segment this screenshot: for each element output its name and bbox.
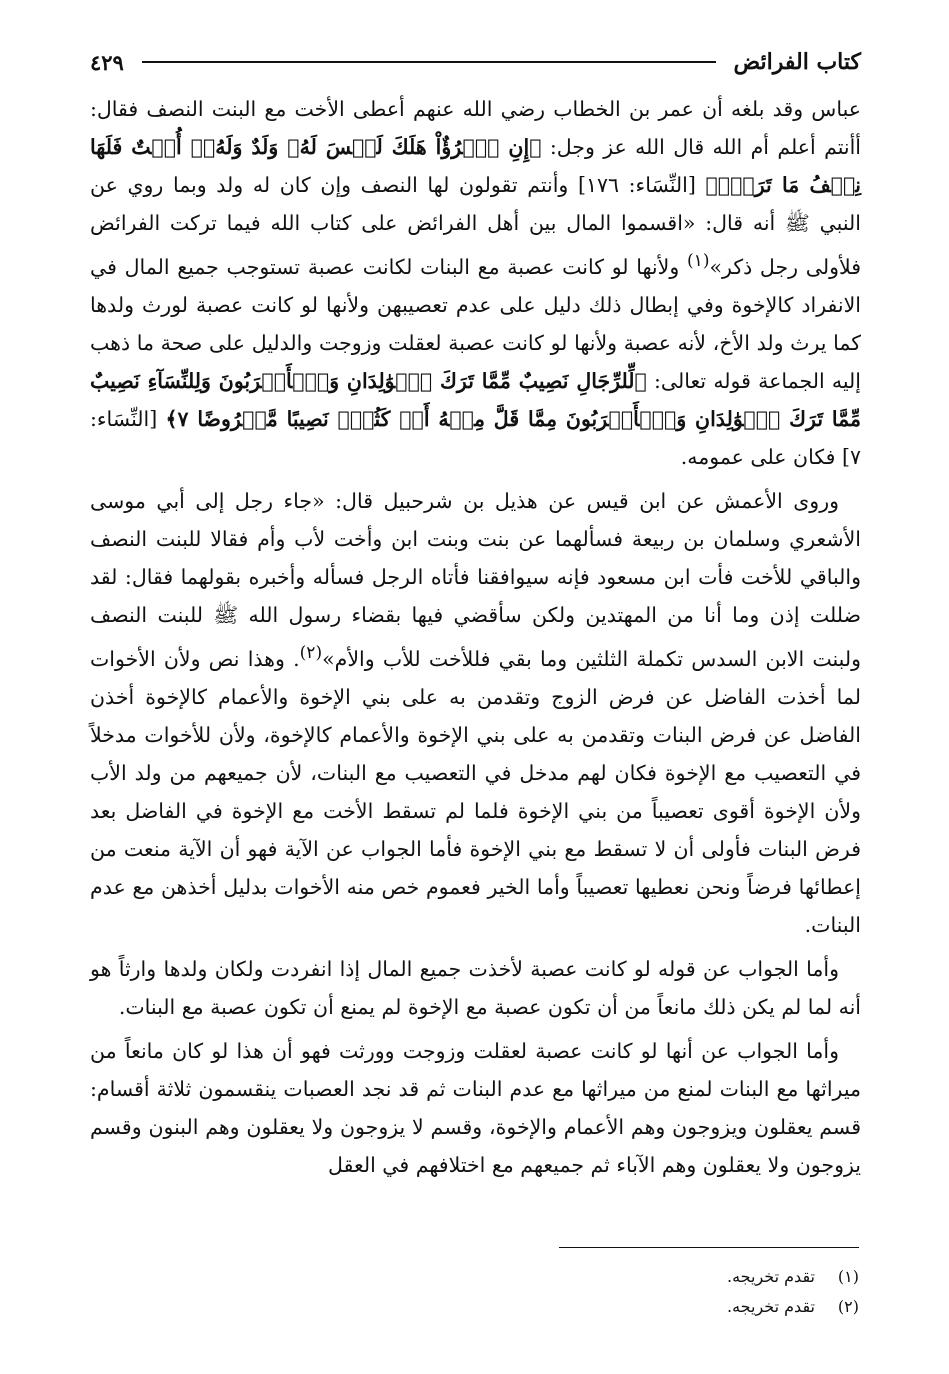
paragraph [90,950,861,1026]
text-segment: عباس وقد بلغه أن عمر بن الخطاب رضي الله عنهم أعطى الأخت مع البنت النصف فقال: أأنتم أعلم أم الله قال الله عز وجل: [90,97,862,159]
footnote-text: تقدم تخريجه. [727,1297,815,1316]
footnote-reference: (١) [686,251,710,271]
quran-verse: ﴿لِّلرِّجَالِ نَصِيبٌ مِّمَّا تَرَكَ ٱلۡوَٰلِدَانِ وَٱلۡأَقۡرَبُونَ وَلِلنِّسَآءِ نَصِيبٌ مِّمَّا تَرَكَ ٱلۡوَٰلِدَانِ وَٱلۡأَقۡرَبُونَ مِمَّا قَلَّ مِنۡهُ أَوۡ كَثُرَۚ نَصِيبًا مَّفۡرُوضًا ٧﴾ [90,368,861,431]
footnotes [459,1262,859,1322]
running-header [90,40,861,84]
footnote-reference: (٢) [299,642,323,663]
body-text [90,90,861,1184]
text-segment: . وهذا نص ولأن الأخوات لما أخذت الفاضل عن فرض الزوج وتقدمن به على بني الإخوة والأعمام كالإخوة أخذن الفاضل عن فرض البنات وتقدمن به على بني الإخوة والأعمام كالإخوة، ولأن للأخوات مدخلاً في التعصيب مع الإخوة فكان لهم مدخل في التعصيب مع البنات، لأن جميعهم من ولد الأب ولأن الإخوة أقوى تعصيباً من بني الإخوة فلما لم تسقط الأخت مع الإخوة في الفاضل بعد فرض البنات فأولى أن لا تسقط مع بني الإخوة فأما الجواب عن الآية فهو أن الآية منعت من إعطائها فرضاً ونحن نعطيها تعصيباً وأما الخير فعموم خص منه الأخوات بدليل أخذهن مع عدم البنات. [90,646,861,937]
footnote-separator [559,1247,859,1248]
footnote-text: تقدم تخريجه. [727,1267,815,1286]
text-segment: وروى الأعمش عن ابن قيس عن هذيل بن شرحبيل قال: «جاء رجل إلى أبي موسى الأشعري وسلمان بن ربيعة فسألهما عن بنت وبنت ابن وأخت لأب وأم فقالا للبنت النصف والباقي للأخت فأت ابن مسعود فإنه سيوافقنا فأتاه الرجل فسأله وأخبره بقولهما فقال: لقد ضللت إذن وما أنا من المهتدين ولكن سأقضي فيها بقضاء رسول الله ﷺ للبنت النصف ولبنت الابن السدس تكملة الثلثين وما بقي فللأخت للأب والأم» [90,488,862,671]
text-segment: ولأنها لو كانت عصبة مع البنات لكانت عصبة تستوجب جميع المال في الانفراد كالإخوة وفي إبطال ذلك دليل على عدم تعصيبهن ولأنها لو كانت عصبة لورث ولدها كما يرث ولد الأخ، لأنه عصبة ولأنها لو كانت عصبة لعقلت وزوجت والدليل على صحة ما ذهب إليه الجماعة قوله تعالى: [90,254,861,393]
quran-verse: ﴿إِنِ ٱمۡرُؤٌاْ هَلَكَ لَيۡسَ لَهُۥ وَلَدٌ وَلَهُۥٓ أُخۡتٌ فَلَهَا نِصۡفُ مَا تَرَكَۚ﴾ [90,135,861,197]
text-segment: وأما الجواب عن قوله لو كانت عصبة لأخذت جميع المال إذا انفردت ولكان ولدها وارثاً هو أنه لما لم يكن ذلك مانعاً من أن تكون عصبة مع الإخوة لم يمنع أن تكون عصبة مع البنات. [90,956,861,1019]
paragraph [90,482,861,944]
paragraph [90,1032,861,1184]
paragraph [90,90,861,476]
footnote-number: (١) [837,1267,859,1286]
footnote [459,1262,859,1292]
footnote [459,1292,859,1322]
text-segment: [النِّسَاء: ١٧٦] وأنتم تقولون لها النصف وإن كان له ولد وبما روي عن النبي ﷺ أنه قال: «اقسموا المال بين أهل الفرائض على كتاب الله فيما تركت الفرائض فلأولى رجل ذكر» [90,173,862,279]
page-number: ٤٢٩ [90,49,124,75]
book-title: كتاب الفرائض [733,49,861,75]
text-segment: [النِّسَاء: ٧] فكان على عمومه. [90,406,861,469]
footnote-number: (٢) [837,1297,859,1316]
header-rule [142,61,716,63]
text-segment: وأما الجواب عن أنها لو كانت عصبة لعقلت وزوجت وورثت فهو أن هذا لو كان مانعاً من ميراثها مع البنات لمنع من ميراثها مع عدم البنات ثم قد نجد العصبات ينقسمون ثلاثة أقسام: قسم يعقلون ويزوجون وهم الأعمام والإخوة، وقسم لا يزوجون ولا يعقلون وهم البنون وقسم يزوجون ولا يعقلون وهم الآباء ثم جميعهم مع اختلافهم في العقل [90,1038,861,1177]
